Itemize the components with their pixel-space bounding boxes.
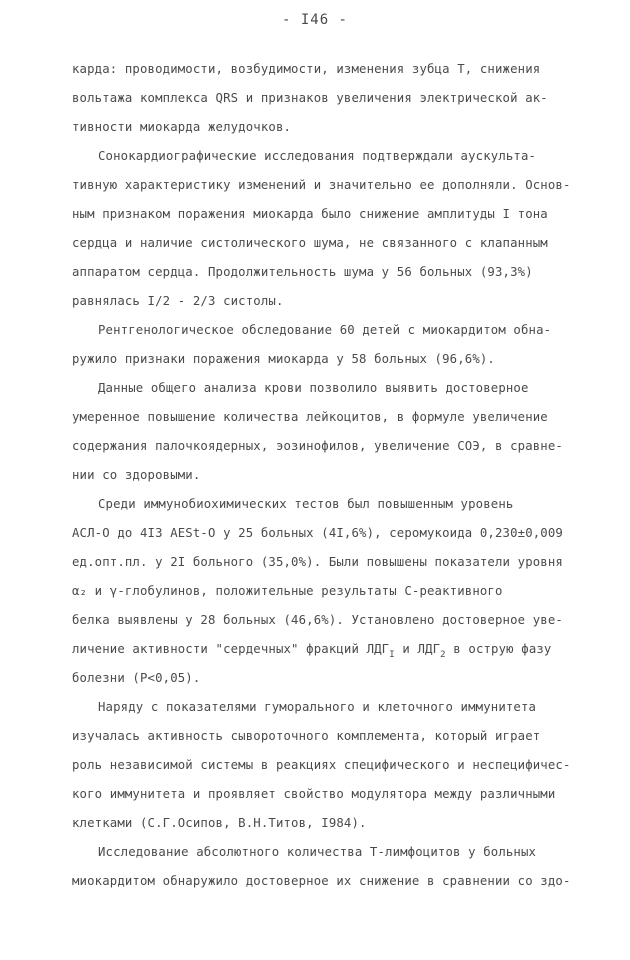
text-line: вольтажа комплекса QRS и признаков увеличения электрической ак-	[72, 91, 548, 105]
text-line: тивную характеристику изменений и значительно ее дополняли. Основ-	[72, 178, 571, 192]
subscript: I	[389, 650, 395, 660]
text-line: умеренное повышение количества лейкоцитов, в формуле увеличение	[72, 410, 548, 424]
text-line: Сонокардиографические исследования подтверждали аускульта-	[98, 149, 537, 163]
text-line: роль независимой системы в реакциях специфического и неспецифичес-	[72, 758, 571, 772]
page-number: - I46 -	[281, 12, 348, 28]
text-line: тивности миокарда желудочков.	[72, 120, 292, 134]
text-line: болезни (Р<0,05).	[72, 671, 201, 685]
text-line: кого иммунитета и проявляет свойство модулятора между различными	[72, 787, 556, 801]
text-line: ружило признаки поражения миокарда у 58 больных (96,6%).	[72, 352, 495, 366]
text-fragment: и ЛДГ	[394, 642, 441, 656]
text-line: белка выявлены у 28 больных (46,6%). Установлено достоверное уве-	[72, 613, 563, 627]
text-line: ед.опт.пл. у 2I больного (35,0%). Были повышены показатели уровня	[72, 555, 563, 569]
text-line: содержания палочкоядерных, эозинофилов, увеличение СОЭ, в сравне-	[72, 439, 563, 453]
text-fragment: личение активности "сердечных" фракций ЛДГ	[72, 642, 390, 656]
subscript: 2	[440, 650, 446, 660]
text-line: равнялась I/2 - 2/3 систолы.	[72, 294, 284, 308]
text-line: карда: проводимости, возбудимости, изменения зубца Т, снижения	[72, 62, 541, 76]
text-line: сердца и наличие систолического шума, не связанного с клапанным	[72, 236, 548, 250]
text-line: ным признаком поражения миокарда было снижение амплитуды I тона	[72, 207, 548, 221]
text-fragment: в острую фазу	[445, 642, 552, 656]
text-line: Наряду с показателями гуморального и клеточного иммунитета	[98, 700, 537, 714]
text-line: Среди иммунобиохимических тестов был повышенным уровень	[98, 497, 514, 511]
text-line: α₂ и γ-глобулинов, положительные результаты С-реактивного	[72, 584, 503, 598]
text-line: АСЛ-О до 4I3 АЕSt-О у 25 больных (4I,6%), серомукоида 0,230±0,009	[72, 526, 563, 540]
text-line-ldh	[72, 642, 551, 660]
text-line: клетками (С.Г.Осипов, В.Н.Титов, I984).	[72, 816, 367, 830]
text-line: нии со здоровыми.	[72, 468, 201, 482]
text-line: Данные общего анализа крови позволило выявить достоверное	[98, 381, 529, 395]
text-line: аппаратом сердца. Продолжительность шума у 56 больных (93,3%)	[72, 265, 533, 279]
text-line: миокардитом обнаружило достоверное их снижение в сравнении со здо-	[72, 874, 571, 888]
text-line: Рентгенологическое обследование 60 детей с миокардитом обна-	[98, 323, 552, 337]
text-line: изучалась активность сывороточного комплемента, который играет	[72, 729, 541, 743]
text-line: Исследование абсолютного количества Т-лимфоцитов у больных	[98, 845, 537, 859]
